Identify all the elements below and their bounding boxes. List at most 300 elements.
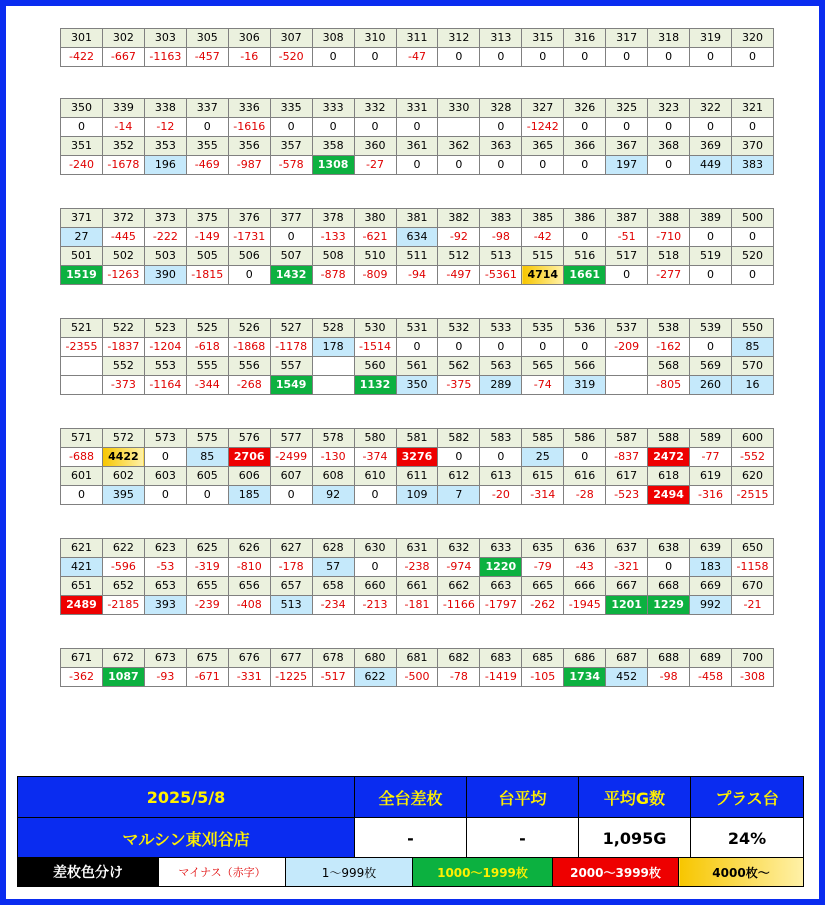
machine-number-cell: 352 <box>102 137 144 156</box>
machine-number-cell: 676 <box>228 649 270 668</box>
machine-value-cell: 1087 <box>102 668 144 687</box>
machine-value-cell: -578 <box>270 156 312 175</box>
machine-value-cell: 1549 <box>270 376 312 395</box>
machine-value-row <box>61 486 774 505</box>
machine-number-cell: 606 <box>228 467 270 486</box>
machine-number-cell: 571 <box>61 429 103 448</box>
machine-number-cell: 508 <box>312 247 354 266</box>
machine-number-cell: 632 <box>438 539 480 558</box>
machine-value-cell: 0 <box>228 266 270 285</box>
machine-number-cell: 516 <box>564 247 606 266</box>
machine-value-cell: 185 <box>228 486 270 505</box>
machine-value-cell: -149 <box>186 228 228 247</box>
machine-number-cell: 661 <box>396 577 438 596</box>
machine-value-cell: -21 <box>732 596 774 615</box>
legend-2000-3999: 2000〜3999枚 <box>553 858 679 887</box>
machine-value-cell: 0 <box>648 118 690 137</box>
machine-value-cell: -974 <box>438 558 480 577</box>
machine-number-cell: 588 <box>648 429 690 448</box>
machine-number-row <box>61 29 774 48</box>
machine-number-cell: 526 <box>228 319 270 338</box>
machine-number-cell: 525 <box>186 319 228 338</box>
summary-store-name: マルシン東刈谷店 <box>18 818 355 859</box>
machine-value-cell: 0 <box>312 48 354 67</box>
machine-value-cell: -1797 <box>480 596 522 615</box>
machine-number-cell: 587 <box>606 429 648 448</box>
machine-value-cell: 0 <box>648 156 690 175</box>
machine-value-cell: 0 <box>690 48 732 67</box>
machine-number-cell: 680 <box>354 649 396 668</box>
machine-block <box>60 208 774 285</box>
machine-number-cell: 301 <box>61 29 103 48</box>
machine-value-cell: -277 <box>648 266 690 285</box>
machine-number-cell: 387 <box>606 209 648 228</box>
machine-number-cell: 538 <box>648 319 690 338</box>
machine-number-cell: 667 <box>606 577 648 596</box>
machine-number-cell: 619 <box>690 467 732 486</box>
machine-number-cell: 561 <box>396 357 438 376</box>
machine-value-cell: -1225 <box>270 668 312 687</box>
machine-value-cell: 393 <box>144 596 186 615</box>
machine-value-cell: 0 <box>438 48 480 67</box>
machine-value-cell: -344 <box>186 376 228 395</box>
machine-value-cell: -178 <box>270 558 312 577</box>
machine-number-cell: 573 <box>144 429 186 448</box>
machine-number-cell: 687 <box>606 649 648 668</box>
machine-value-cell: -209 <box>606 338 648 357</box>
machine-value-cell: -373 <box>102 376 144 395</box>
machine-value-cell: -520 <box>270 48 312 67</box>
machine-number-cell: 316 <box>564 29 606 48</box>
machine-number-row <box>61 209 774 228</box>
machine-number-cell: 678 <box>312 649 354 668</box>
machine-value-row <box>61 266 774 285</box>
machine-value-cell: 1220 <box>480 558 522 577</box>
machine-number-cell: 371 <box>61 209 103 228</box>
machine-value-cell: 0 <box>522 156 564 175</box>
machine-number-cell: 633 <box>480 539 522 558</box>
machine-value-cell: -987 <box>228 156 270 175</box>
machine-value-cell: 0 <box>61 118 103 137</box>
machine-number-cell: 383 <box>480 209 522 228</box>
machine-block <box>60 648 774 687</box>
machine-value-row <box>61 376 774 395</box>
summary-table <box>17 776 804 859</box>
machine-number-cell: 303 <box>144 29 186 48</box>
machine-number-cell: 576 <box>228 429 270 448</box>
machine-value-cell: 0 <box>480 448 522 467</box>
machine-number-cell: 353 <box>144 137 186 156</box>
machine-number-cell: 570 <box>732 357 774 376</box>
machine-number-cell: 618 <box>648 467 690 486</box>
machine-value-cell: 0 <box>354 118 396 137</box>
machine-value-cell: -1263 <box>102 266 144 285</box>
machine-value-row <box>61 668 774 687</box>
machine-number-cell: 578 <box>312 429 354 448</box>
machine-value-cell: -94 <box>396 266 438 285</box>
summary-total-diff: - <box>355 818 467 859</box>
machine-number-cell: 665 <box>522 577 564 596</box>
machine-value-cell: -92 <box>438 228 480 247</box>
machine-number-cell: 503 <box>144 247 186 266</box>
machine-number-cell: 389 <box>690 209 732 228</box>
machine-value-cell: -469 <box>186 156 228 175</box>
machine-value-cell: 0 <box>144 448 186 467</box>
machine-block <box>60 318 774 395</box>
machine-value-cell: -1868 <box>228 338 270 357</box>
machine-number-cell: 339 <box>102 99 144 118</box>
machine-value-cell: -710 <box>648 228 690 247</box>
machine-number-cell: 653 <box>144 577 186 596</box>
machine-number-cell: 510 <box>354 247 396 266</box>
machine-number-row <box>61 99 774 118</box>
machine-number-cell: 700 <box>732 649 774 668</box>
machine-number-cell: 332 <box>354 99 396 118</box>
machine-value-cell: -375 <box>438 376 480 395</box>
machine-number-cell: 532 <box>438 319 480 338</box>
machine-number-cell: 356 <box>228 137 270 156</box>
machine-value-cell: -79 <box>522 558 564 577</box>
machine-value-cell: -162 <box>648 338 690 357</box>
machine-number-cell: 366 <box>564 137 606 156</box>
machine-value-cell: -1178 <box>270 338 312 357</box>
machine-value-cell: -809 <box>354 266 396 285</box>
machine-number-cell: 627 <box>270 539 312 558</box>
legend-minus: マイナス（赤字） <box>159 858 286 887</box>
machine-value-cell: 0 <box>396 156 438 175</box>
machine-value-cell: -43 <box>564 558 606 577</box>
machine-number-cell: 666 <box>564 577 606 596</box>
machine-number-cell: 637 <box>606 539 648 558</box>
machine-value-cell: 0 <box>732 48 774 67</box>
machine-value-cell: 383 <box>732 156 774 175</box>
machine-value-cell: 0 <box>564 448 606 467</box>
machine-value-cell: 3276 <box>396 448 438 467</box>
machine-value-cell: 0 <box>354 48 396 67</box>
machine-number-cell: 638 <box>648 539 690 558</box>
machine-value-cell: 0 <box>354 558 396 577</box>
machine-number-cell: 351 <box>61 137 103 156</box>
machine-value-cell: -234 <box>312 596 354 615</box>
machine-value-cell: -213 <box>354 596 396 615</box>
machine-number-cell: 613 <box>480 467 522 486</box>
machine-value-cell: -2499 <box>270 448 312 467</box>
machine-number-row <box>61 319 774 338</box>
machine-value-cell: -130 <box>312 448 354 467</box>
machine-value-cell: -316 <box>690 486 732 505</box>
machine-number-cell: 362 <box>438 137 480 156</box>
machine-value-cell: -422 <box>61 48 103 67</box>
machine-number-cell: 350 <box>61 99 103 118</box>
machine-value-cell: -1166 <box>438 596 480 615</box>
machine-value-cell: 0 <box>606 266 648 285</box>
machine-value-cell: -671 <box>186 668 228 687</box>
machine-value-cell: 289 <box>480 376 522 395</box>
machine-value-cell: -268 <box>228 376 270 395</box>
machine-value-row <box>61 48 774 67</box>
machine-value-cell: -181 <box>396 596 438 615</box>
machine-number-cell: 550 <box>732 319 774 338</box>
machine-number-cell: 381 <box>396 209 438 228</box>
machine-value-row <box>61 156 774 175</box>
machine-number-cell: 562 <box>438 357 480 376</box>
machine-value-cell: 183 <box>690 558 732 577</box>
machine-value-cell: 0 <box>438 156 480 175</box>
machine-number-cell: 660 <box>354 577 396 596</box>
machine-number-cell: 628 <box>312 539 354 558</box>
machine-value-cell: -262 <box>522 596 564 615</box>
machine-value-cell: -319 <box>186 558 228 577</box>
machine-number-cell: 586 <box>564 429 606 448</box>
machine-value-cell: 196 <box>144 156 186 175</box>
machine-value-cell: 0 <box>564 156 606 175</box>
machine-number-cell: 603 <box>144 467 186 486</box>
machine-value-cell: -458 <box>690 668 732 687</box>
machine-value-cell: -51 <box>606 228 648 247</box>
machine-value-row <box>61 338 774 357</box>
machine-number-cell: 527 <box>270 319 312 338</box>
machine-value-cell: 0 <box>522 48 564 67</box>
machine-number-cell: 626 <box>228 539 270 558</box>
machine-value-cell: 0 <box>354 486 396 505</box>
machine-value-cell: 4422 <box>102 448 144 467</box>
machine-value-cell: -1164 <box>144 376 186 395</box>
machine-number-cell: 657 <box>270 577 312 596</box>
machine-value-cell: -810 <box>228 558 270 577</box>
machine-number-cell: 611 <box>396 467 438 486</box>
machine-value-row <box>61 118 774 137</box>
machine-number-cell: 589 <box>690 429 732 448</box>
machine-value-cell: 0 <box>732 266 774 285</box>
machine-value-cell: -47 <box>396 48 438 67</box>
machine-value-cell: 0 <box>270 228 312 247</box>
machine-number-cell: 522 <box>102 319 144 338</box>
machine-number-cell: 520 <box>732 247 774 266</box>
machine-value-cell: -1242 <box>522 118 564 137</box>
machine-value-cell: 2472 <box>648 448 690 467</box>
machine-number-cell: 563 <box>480 357 522 376</box>
machine-number-cell: 519 <box>690 247 732 266</box>
machine-number-cell: 620 <box>732 467 774 486</box>
machine-number-cell: 386 <box>564 209 606 228</box>
machine-value-cell: -408 <box>228 596 270 615</box>
machine-value-cell: 178 <box>312 338 354 357</box>
machine-value-row <box>61 448 774 467</box>
machine-value-cell: -133 <box>312 228 354 247</box>
machine-number-cell: 582 <box>438 429 480 448</box>
machine-value-cell: -878 <box>312 266 354 285</box>
machine-number-cell: 560 <box>354 357 396 376</box>
machine-number-cell: 556 <box>228 357 270 376</box>
machine-number-cell <box>312 357 354 376</box>
machine-number-row <box>61 357 774 376</box>
machine-number-cell: 361 <box>396 137 438 156</box>
machine-value-cell: 1229 <box>648 596 690 615</box>
machine-value-cell: -74 <box>522 376 564 395</box>
machine-number-cell: 325 <box>606 99 648 118</box>
machine-number-cell: 569 <box>690 357 732 376</box>
machine-value-cell: 16 <box>732 376 774 395</box>
machine-number-cell: 670 <box>732 577 774 596</box>
machine-number-cell: 639 <box>690 539 732 558</box>
machine-number-cell: 630 <box>354 539 396 558</box>
machine-value-cell: 390 <box>144 266 186 285</box>
machine-number-cell: 308 <box>312 29 354 48</box>
machine-number-cell: 369 <box>690 137 732 156</box>
summary-avg-games: 1,095G <box>579 818 691 859</box>
machine-value-cell: 85 <box>186 448 228 467</box>
machine-value-cell <box>312 376 354 395</box>
machine-value-cell: -1204 <box>144 338 186 357</box>
machine-number-cell: 605 <box>186 467 228 486</box>
machine-number-cell: 313 <box>480 29 522 48</box>
machine-value-cell: 0 <box>564 48 606 67</box>
machine-value-cell: -1616 <box>228 118 270 137</box>
machine-number-cell: 367 <box>606 137 648 156</box>
color-legend <box>17 857 804 887</box>
machine-value-cell: -497 <box>438 266 480 285</box>
machine-number-cell: 552 <box>102 357 144 376</box>
machine-number-cell: 328 <box>480 99 522 118</box>
machine-value-cell: -16 <box>228 48 270 67</box>
machine-value-cell: 395 <box>102 486 144 505</box>
machine-number-cell: 331 <box>396 99 438 118</box>
machine-number-cell: 655 <box>186 577 228 596</box>
machine-number-cell: 380 <box>354 209 396 228</box>
machine-number-cell: 668 <box>648 577 690 596</box>
machine-value-cell: 109 <box>396 486 438 505</box>
machine-number-cell: 568 <box>648 357 690 376</box>
machine-value-cell: 0 <box>480 48 522 67</box>
machine-value-cell: 260 <box>690 376 732 395</box>
machine-number-cell: 682 <box>438 649 480 668</box>
machine-value-cell: -321 <box>606 558 648 577</box>
machine-number-cell: 608 <box>312 467 354 486</box>
machine-number-cell: 502 <box>102 247 144 266</box>
machine-value-cell: 1432 <box>270 266 312 285</box>
machine-value-cell: -314 <box>522 486 564 505</box>
machine-value-cell: -1945 <box>564 596 606 615</box>
machine-value-cell: 421 <box>61 558 103 577</box>
machine-value-cell: -222 <box>144 228 186 247</box>
machine-number-cell <box>61 357 103 376</box>
machine-number-cell: 555 <box>186 357 228 376</box>
machine-value-cell: 1132 <box>354 376 396 395</box>
machine-number-cell: 581 <box>396 429 438 448</box>
machine-number-cell: 513 <box>480 247 522 266</box>
summary-header-avg-per-machine: 台平均 <box>467 777 579 818</box>
machine-number-cell: 318 <box>648 29 690 48</box>
machine-value-cell: -331 <box>228 668 270 687</box>
machine-value-cell: -20 <box>480 486 522 505</box>
machine-number-cell: 506 <box>228 247 270 266</box>
machine-number-cell: 355 <box>186 137 228 156</box>
machine-number-cell: 650 <box>732 539 774 558</box>
machine-value-cell: -1678 <box>102 156 144 175</box>
machine-value-cell: 622 <box>354 668 396 687</box>
machine-value-cell: 0 <box>396 118 438 137</box>
machine-number-cell: 658 <box>312 577 354 596</box>
machine-number-cell: 585 <box>522 429 564 448</box>
machine-number-cell: 566 <box>564 357 606 376</box>
machine-number-cell: 683 <box>480 649 522 668</box>
machine-value-cell: 0 <box>606 48 648 67</box>
machine-block <box>60 538 774 615</box>
machine-value-cell: 0 <box>690 118 732 137</box>
machine-number-cell: 377 <box>270 209 312 228</box>
machine-value-cell: 634 <box>396 228 438 247</box>
machine-value-row <box>61 228 774 247</box>
machine-value-cell: 0 <box>522 338 564 357</box>
machine-number-cell <box>606 357 648 376</box>
summary-date: 2025/5/8 <box>18 777 355 818</box>
machine-number-cell: 669 <box>690 577 732 596</box>
machine-number-cell: 671 <box>61 649 103 668</box>
machine-number-cell: 689 <box>690 649 732 668</box>
machine-number-cell: 521 <box>61 319 103 338</box>
legend-1000-1999: 1000〜1999枚 <box>413 858 553 887</box>
machine-value-cell: 85 <box>732 338 774 357</box>
machine-value-cell: -98 <box>480 228 522 247</box>
machine-number-cell: 610 <box>354 467 396 486</box>
machine-number-cell: 322 <box>690 99 732 118</box>
machine-value-cell: -457 <box>186 48 228 67</box>
machine-number-cell: 321 <box>732 99 774 118</box>
machine-number-cell: 621 <box>61 539 103 558</box>
machine-value-cell: 992 <box>690 596 732 615</box>
machine-number-cell: 310 <box>354 29 396 48</box>
machine-number-cell: 537 <box>606 319 648 338</box>
machine-number-cell: 600 <box>732 429 774 448</box>
machine-number-row <box>61 247 774 266</box>
machine-number-cell: 663 <box>480 577 522 596</box>
machine-value-cell: 0 <box>438 448 480 467</box>
machine-value-cell: 92 <box>312 486 354 505</box>
machine-number-cell: 320 <box>732 29 774 48</box>
machine-value-cell: -1815 <box>186 266 228 285</box>
machine-number-cell: 625 <box>186 539 228 558</box>
machine-number-cell: 672 <box>102 649 144 668</box>
machine-value-cell: 0 <box>480 338 522 357</box>
machine-number-cell: 523 <box>144 319 186 338</box>
machine-value-cell: -374 <box>354 448 396 467</box>
machine-number-cell: 673 <box>144 649 186 668</box>
machine-value-cell: -1837 <box>102 338 144 357</box>
machine-number-cell: 333 <box>312 99 354 118</box>
machine-number-cell: 373 <box>144 209 186 228</box>
machine-value-cell: 57 <box>312 558 354 577</box>
machine-value-cell: 1661 <box>564 266 606 285</box>
machine-number-cell: 315 <box>522 29 564 48</box>
machine-value-cell: 0 <box>690 266 732 285</box>
machine-value-cell: -445 <box>102 228 144 247</box>
machine-value-cell: -105 <box>522 668 564 687</box>
machine-value-cell <box>606 376 648 395</box>
machine-number-cell: 370 <box>732 137 774 156</box>
machine-value-cell: 0 <box>186 486 228 505</box>
machine-number-cell: 536 <box>564 319 606 338</box>
machine-number-cell: 531 <box>396 319 438 338</box>
machine-value-cell: 0 <box>690 228 732 247</box>
machine-value-cell: 0 <box>690 338 732 357</box>
machine-value-cell: -667 <box>102 48 144 67</box>
machine-value-cell: 1734 <box>564 668 606 687</box>
machine-number-cell: 656 <box>228 577 270 596</box>
machine-number-cell: 517 <box>606 247 648 266</box>
machine-value-cell: 1519 <box>61 266 103 285</box>
machine-value-cell: 2489 <box>61 596 103 615</box>
machine-value-cell: -98 <box>648 668 690 687</box>
